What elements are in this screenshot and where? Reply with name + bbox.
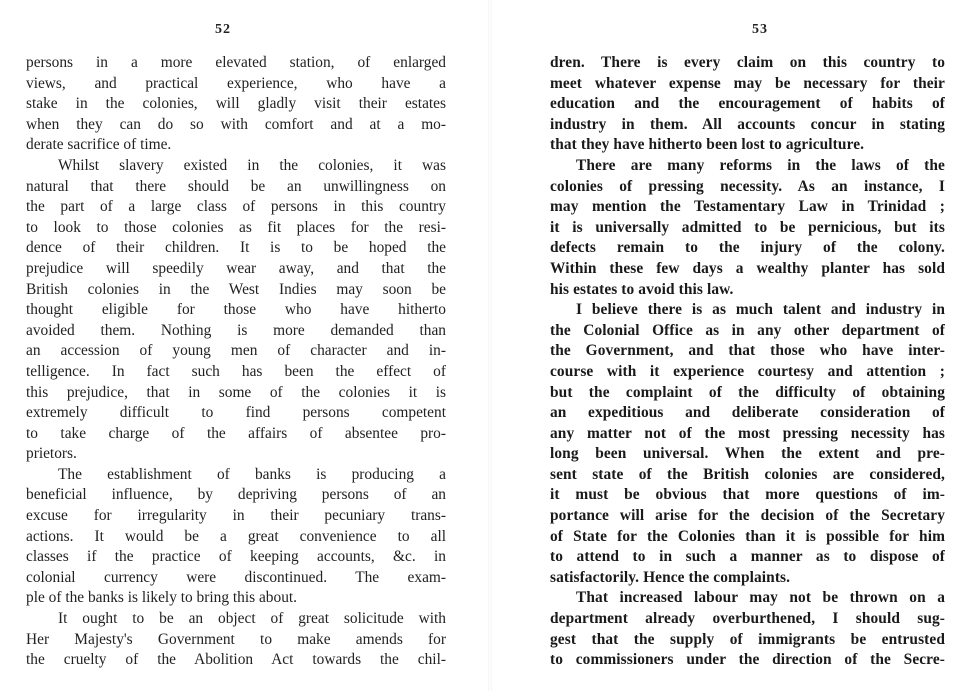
- text-line: The establishment of banks is producing a: [58, 465, 446, 483]
- text-line: That increased labour may not be thrown on a: [576, 589, 945, 607]
- text-line: department already overburthened, I should sug-: [550, 610, 945, 628]
- text-line: classes if the practice of keeping accounts, &c. in: [26, 548, 446, 566]
- text-line: the Colonial Office as in any other department of: [550, 321, 945, 339]
- text-line: views, and practical experience, who have a: [26, 74, 446, 92]
- text-line: industry in them. All accounts concur in stating: [550, 115, 945, 133]
- page-text: [26, 53, 446, 671]
- text-line: to attend to in such a manner as to dispose of: [550, 548, 945, 566]
- text-line: an expeditious and deliberate consideration of: [550, 404, 945, 422]
- text-line: it is universally admitted to be pernicious, but its: [550, 218, 945, 236]
- text-line: may mention the Testamentary Law in Trinidad ;: [550, 198, 945, 216]
- text-line: stake in the colonies, will gladly visit their estates: [26, 95, 446, 113]
- text-line: ple of the banks is likely to bring this about.: [26, 589, 298, 607]
- text-line: it must be obvious that more questions of im-: [550, 486, 945, 504]
- text-line: the cruelty of the Abolition Act towards the chil-: [26, 651, 446, 669]
- text-line: dren. There is every claim on this country to: [550, 54, 945, 71]
- text-line: this prejudice, that in some of the colonies it is: [26, 383, 446, 401]
- right-page: [490, 0, 980, 691]
- text-line: thought eligible for those who have hitherto: [26, 301, 446, 319]
- text-line: persons in a more elevated station, of enlarged: [26, 54, 446, 71]
- text-line: any matter not of the most pressing necessity has: [550, 424, 945, 442]
- text-line: that they have hitherto been lost to agriculture.: [550, 136, 865, 154]
- text-line: actions. It would be a great convenience to all: [26, 527, 446, 545]
- page-number: 52: [215, 22, 231, 37]
- text-line: Within these few days a wealthy planter has sold: [550, 259, 945, 277]
- text-line: derate sacrifice of time.: [26, 136, 172, 154]
- page-text: [550, 53, 945, 671]
- text-line: the part of a large class of persons in this country: [26, 198, 446, 216]
- text-line: colonies of pressing necessity. As an instance, I: [550, 177, 945, 195]
- text-line: There are many reforms in the laws of the: [576, 156, 945, 174]
- text-line: telligence. In fact such has been the effect of: [26, 362, 446, 380]
- text-line: prejudice will speedily wear away, and that the: [26, 259, 446, 277]
- text-line: meet whatever expense may be necessary for their: [550, 74, 945, 92]
- text-line: to look to those colonies as fit places for the resi-: [26, 218, 446, 236]
- text-line: portance will arise for the decision of the Secretary: [550, 507, 945, 525]
- text-line: sent state of the British colonies are considered,: [550, 465, 945, 483]
- text-line: I believe there is as much talent and industry in: [576, 301, 945, 319]
- text-line: excuse for irregularity in their pecuniary trans-: [26, 507, 446, 525]
- text-line: Her Majesty's Government to make amends for: [26, 630, 446, 648]
- text-line: long been universal. When the extent and pre-: [550, 445, 945, 463]
- text-line: to commissioners under the direction of the Secre-: [550, 651, 945, 669]
- text-line: British colonies in the West Indies may soon be: [26, 280, 446, 298]
- text-line: colonial currency were discontinued. The exam-: [26, 568, 446, 586]
- text-line: defects remain to the injury of the colony.: [550, 239, 945, 257]
- text-line: prietors.: [26, 445, 77, 463]
- text-line: dence of their children. It is to be hoped the: [26, 239, 446, 257]
- text-line: gest that the supply of immigrants be entrusted: [550, 630, 945, 648]
- text-line: beneficial influence, by depriving persons of an: [26, 486, 446, 504]
- text-line: It ought to be an object of great solicitude with: [58, 610, 446, 628]
- text-line: education and the encouragement of habits of: [550, 95, 945, 113]
- text-line: his estates to avoid this law.: [550, 280, 734, 298]
- text-line: when they can do so with comfort and at a mo-: [26, 115, 446, 133]
- page-number: 53: [752, 22, 768, 37]
- text-line: natural that there should be an unwillingness on: [26, 177, 446, 195]
- text-line: to take charge of the affairs of absentee pro-: [26, 424, 446, 442]
- text-line: but the complaint of the difficulty of obtaining: [550, 383, 945, 401]
- text-line: course with it experience courtesy and attention ;: [550, 362, 945, 380]
- text-line: Whilst slavery existed in the colonies, it was: [58, 156, 446, 174]
- text-line: an accession of young men of character and in-: [26, 342, 446, 360]
- text-line: extremely difficult to find persons competent: [26, 404, 446, 422]
- text-line: satisfactorily. Hence the complaints.: [550, 568, 791, 586]
- text-line: the Government, and that those who have inter-: [550, 342, 945, 360]
- text-line: of State for the Colonies than it is possible for him: [550, 527, 945, 545]
- text-line: avoided them. Nothing is more demanded than: [26, 321, 446, 339]
